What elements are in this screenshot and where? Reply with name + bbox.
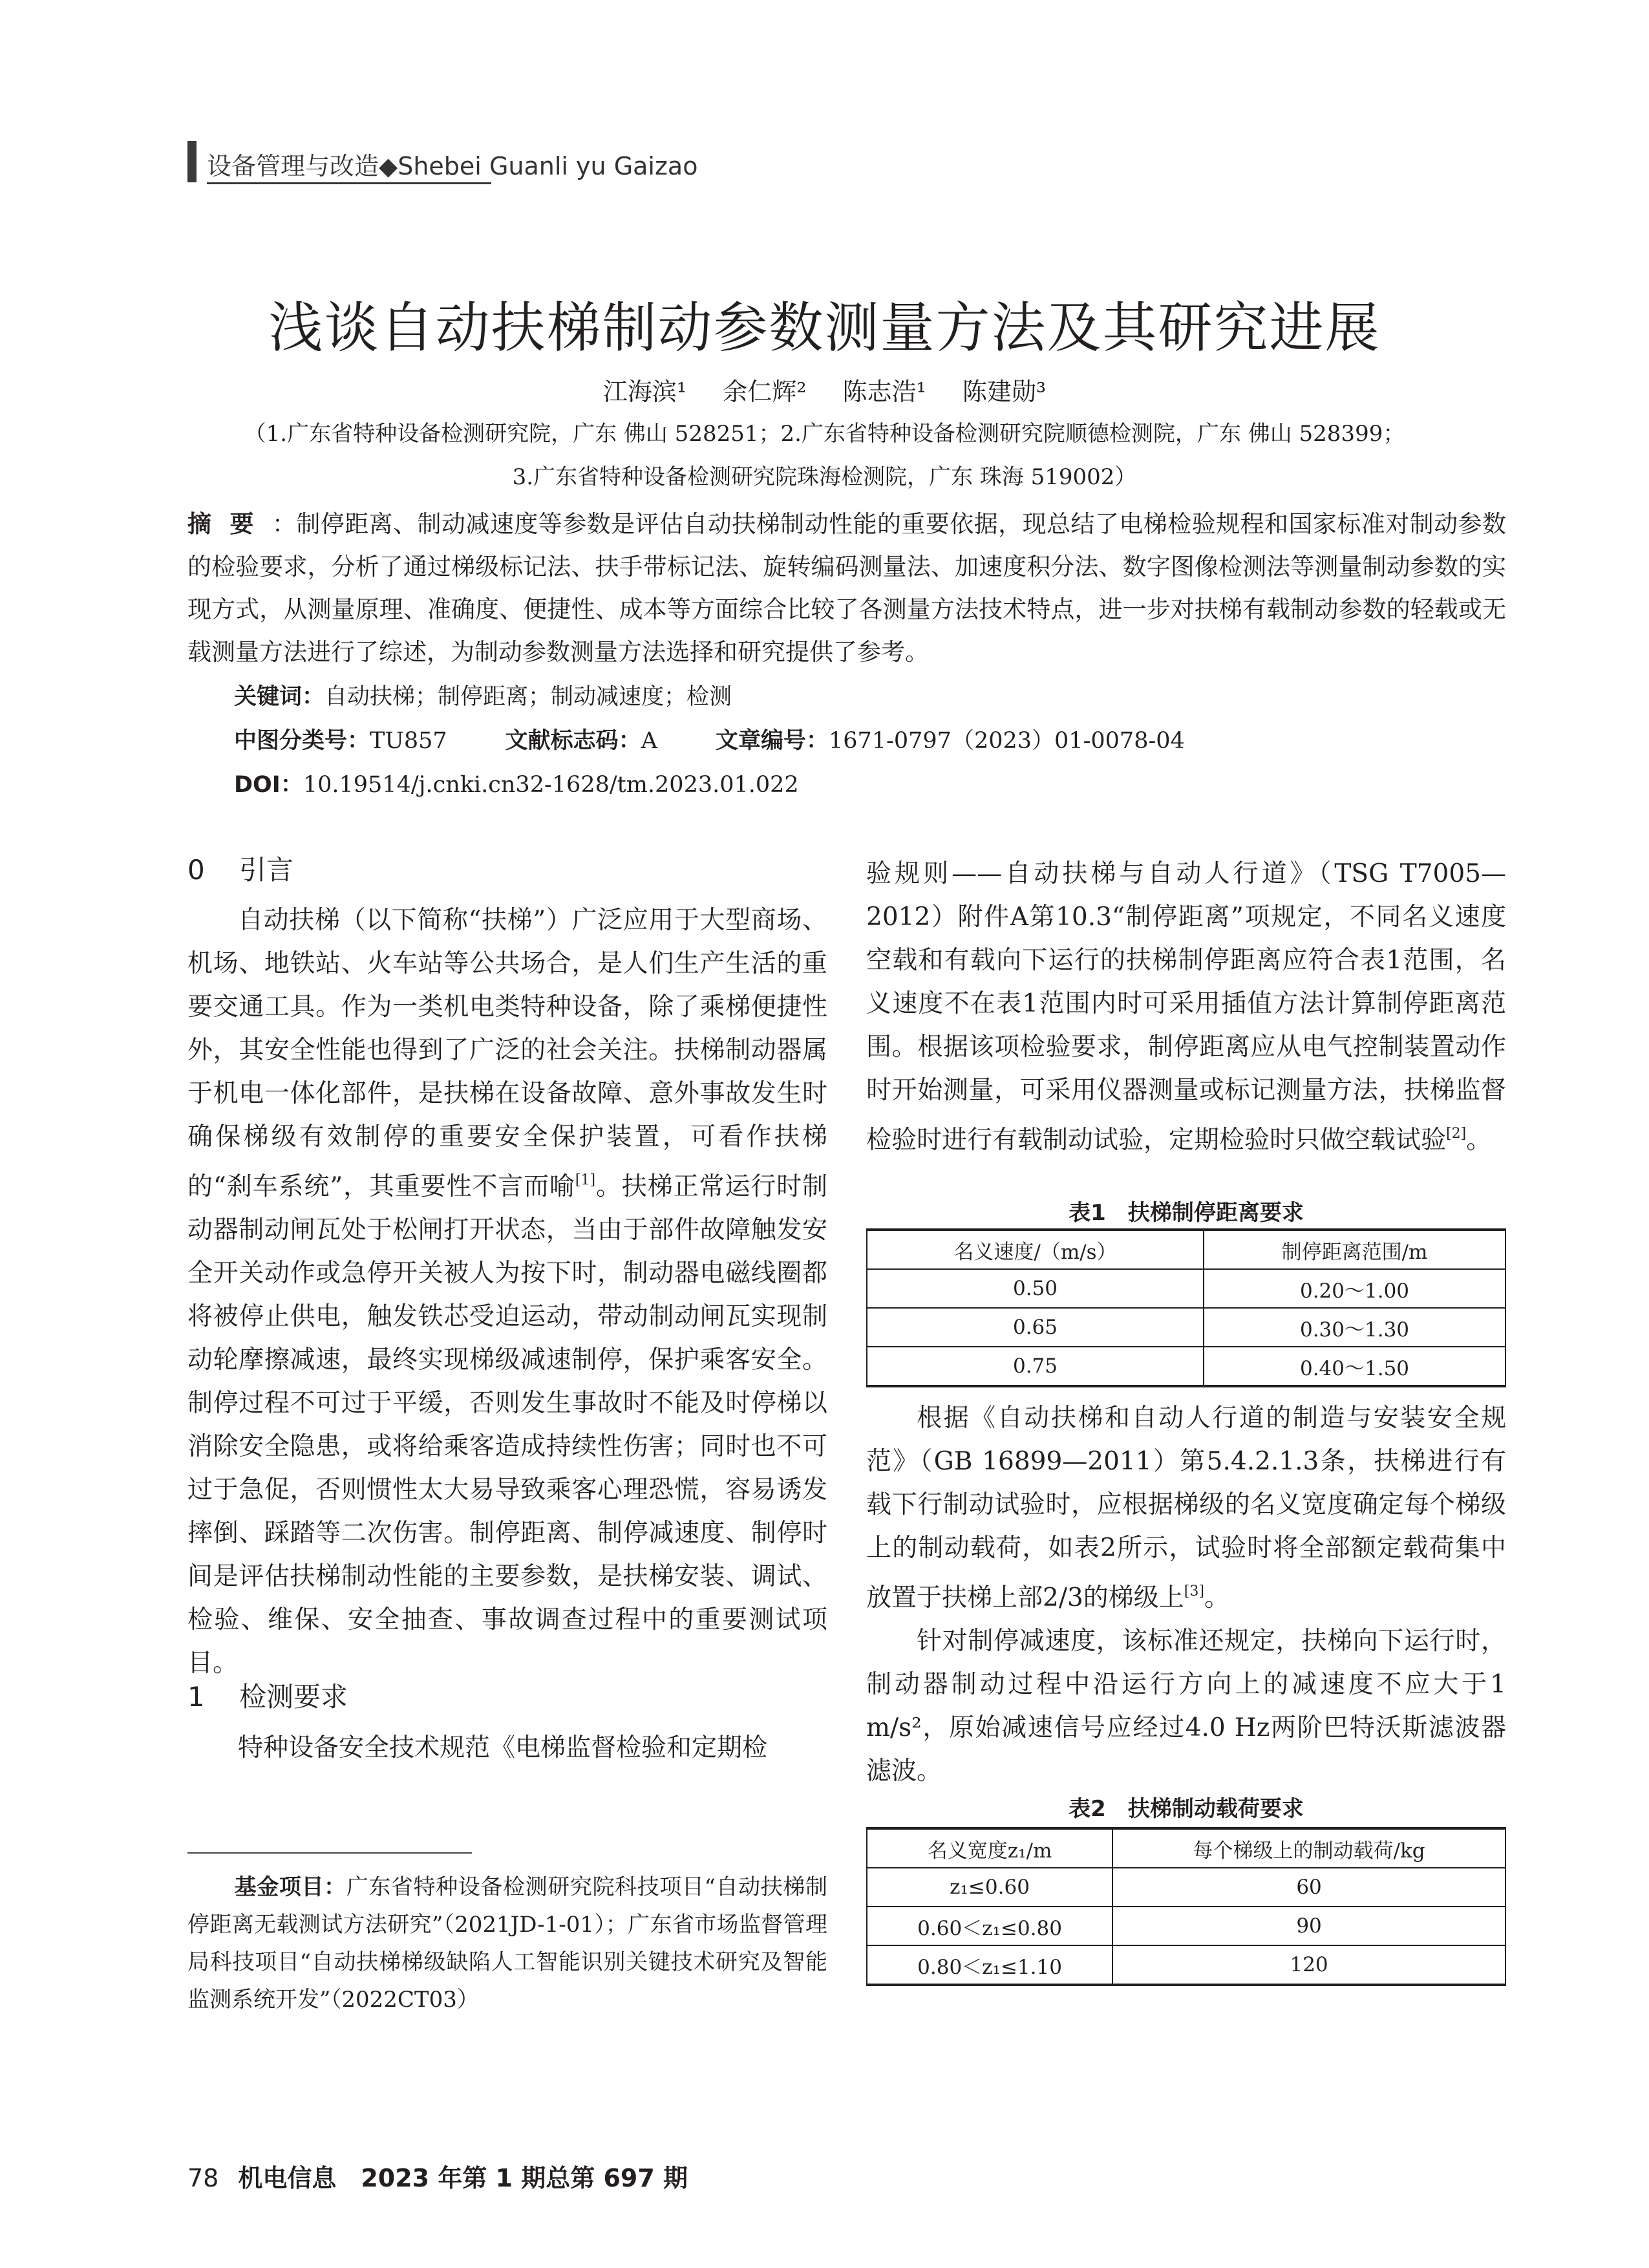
running-head-rule <box>207 182 491 184</box>
keywords <box>234 679 732 711</box>
table-cell: 0.30～1.30 <box>1204 1308 1505 1347</box>
table-cell: 0.80＜z₁≤1.10 <box>867 1945 1112 1985</box>
clc-value: TU857 <box>370 728 447 754</box>
running-head-bar <box>187 141 197 182</box>
table-row <box>867 1308 1505 1347</box>
keywords-text: 自动扶梯；制停距离；制动减速度；检测 <box>324 684 732 710</box>
keywords-label: 关键词： <box>234 684 325 710</box>
table-header-row <box>867 1828 1505 1868</box>
table-header-cell: 名义宽度z₁/m <box>867 1828 1112 1868</box>
citation: [3] <box>1184 1583 1204 1599</box>
funding-footnote <box>187 1868 827 2018</box>
table-cell: 60 <box>1112 1868 1505 1907</box>
classification-row <box>234 723 1185 755</box>
table-cell: 120 <box>1112 1945 1505 1985</box>
author: 陈建勋³ <box>962 378 1047 406</box>
abstract <box>187 503 1506 674</box>
journal-issue: 机电信息 2023 年第 1 期总第 697 期 <box>238 2164 688 2192</box>
paragraph: 根据《自动扶梯和自动人行道的制造与安装安全规范》（GB 16899—2011）第5.4.2.1.3条，扶梯进行有载下行制动试验时，应根据梯级的名义宽度确定每个梯级上的制动载荷，如表2所示，试验时将全部额定载荷集中放置于扶梯上部2/3的梯级上[3]。 <box>866 1404 1506 1612</box>
author-list <box>0 372 1649 407</box>
abstract-text: ：制停距离、制动减速度等参数是评估自动扶梯制动性能的重要依据，现总结了电梯检验规程和国家标准对制动参数的检验要求，分析了通过梯级标记法、扶手带标记法、旋转编码测量法、加速度积分法、数字图像检测法等测量制动参数的实现方式，从测量原理、准确度、便捷性、成本等方面综合比较了各测量方法技术特点，进一步对扶梯有载制动参数的轻载或无载测量方法进行了综述，为制动参数测量方法选择和研究提供了参考。 <box>187 510 1507 666</box>
table-2-caption: 表2 扶梯制动载荷要求 <box>1069 1796 1304 1822</box>
table-cell: 0.20～1.00 <box>1204 1269 1505 1308</box>
intro-body <box>187 899 827 1685</box>
table-header-cell: 每个梯级上的制动载荷/kg <box>1112 1828 1505 1868</box>
section-1-heading <box>187 1676 348 1715</box>
paragraph: 自动扶梯（以下简称“扶梯”）广泛应用于大型商场、机场、地铁站、火车站等公共场合，是人们生产生活的重要交通工具。作为一类机电类特种设备，除了乘梯便捷性外，其安全性能也得到了广泛的社会关注。扶梯制动器属于机电一体化部件，是扶梯在设备故障、意外事故发生时确保梯级有效制停的重要安全保护装置，可看作扶梯的“刹车系统”，其重要性不言而喻[1]。扶梯正常运行时制动器制动闸瓦处于松闸打开状态，当由于部件故障触发安全开关动作或急停开关被人为按下时，制动器电磁线圈都将被停止供电，触发铁芯受迫运动，带动制动闸瓦实现制动轮摩擦减速，最终实现梯级减速制停，保护乘客安全。制停过程不可过于平缓，否则发生事故时不能及时停梯以消除安全隐患，或将给乘客造成持续性伤害；同时也不可过于急促，否则惯性太大易导致乘客心理恐慌，容易诱发摔倒、踩踏等二次伤害。制停距离、制停减速度、制停时间是评估扶梯制动性能的主要参数，是扶梯安装、调试、检验、维保、安全抽查、事故调查过程中的重要测试项目。 <box>187 906 827 1678</box>
abstract-label: 摘要 <box>187 510 272 538</box>
page-footer <box>187 2158 688 2194</box>
paragraph: 验规则——自动扶梯与自动人行道》（TSG T7005—2012）附件A第10.3“制停距离”项规定，不同名义速度空载和有载向下运行的扶梯制停距离应符合表1范围，名义速度不在表1范围内时可采用插值方法计算制停距离范围。根据该项检验要求，制停距离应从电气控制装置动作时开始测量，可采用仪器测量或标记测量方法，扶梯监督检验时进行有载制动试验，定期检验时只做空载试验[2]。 <box>866 859 1506 1155</box>
table-row <box>867 1269 1505 1308</box>
articleno-label: 文章编号： <box>715 728 829 754</box>
article-title: 浅谈自动扶梯制动参数测量方法及其研究进展 <box>268 296 1381 359</box>
table-cell: 0.60＜z₁≤0.80 <box>867 1907 1112 1945</box>
table-1-caption: 表1 扶梯制停距离要求 <box>1069 1200 1304 1226</box>
author: 江海滨¹ <box>602 378 687 406</box>
affiliation-line-1: （1.广东省特种设备检测研究院，广东 佛山 528251；2.广东省特种设备检测研究院顺德检测院，广东 佛山 528399； <box>244 421 1405 447</box>
doi-row <box>234 767 799 799</box>
page-number: 78 <box>187 2164 219 2192</box>
running-head: 设备管理与改造◆Shebei Guanli yu Gaizao <box>207 152 698 180</box>
citation: [2] <box>1446 1126 1467 1142</box>
clc-label: 中图分类号： <box>234 728 370 754</box>
paragraph: 特种设备安全技术规范《电梯监督检验和定期检 <box>238 1733 768 1762</box>
section-1-body-right-2 <box>866 1396 1506 1793</box>
table-cell: 0.65 <box>867 1308 1204 1347</box>
section-number: 0 <box>187 854 205 886</box>
table-header-cell: 名义速度/（m/s） <box>867 1230 1204 1269</box>
table-cell: 0.40～1.50 <box>1204 1347 1505 1386</box>
table-1 <box>866 1228 1506 1387</box>
table-row <box>867 1945 1505 1985</box>
doi-value: 10.19514/j.cnki.cn32-1628/tm.2023.01.022 <box>303 772 799 798</box>
doccode-label: 文献标志码： <box>505 728 641 754</box>
citation: [1] <box>575 1172 596 1188</box>
table-row <box>867 1907 1505 1945</box>
section-0-heading <box>187 849 293 888</box>
footnote-text: 广东省特种设备检测研究院科技项目“自动扶梯制停距离无载测试方法研究”（2021JD-1-01）；广东省市场监督管理局科技项目“自动扶梯梯级缺陷人工智能识别关键技术研究及智能监测系统开发”（2022CT03） <box>187 1874 828 2013</box>
table-row <box>867 1868 1505 1907</box>
table-cell: 90 <box>1112 1907 1505 1945</box>
author: 陈志浩¹ <box>842 378 926 406</box>
doi-label: DOI： <box>234 772 303 798</box>
section-number: 1 <box>187 1681 205 1713</box>
doccode-value: A <box>641 728 657 754</box>
table-2 <box>866 1827 1506 1986</box>
table-cell: z₁≤0.60 <box>867 1868 1112 1907</box>
section-1-body-left <box>187 1726 827 1770</box>
section-title: 引言 <box>239 854 294 886</box>
section-title: 检测要求 <box>239 1681 348 1713</box>
paragraph: 针对制停减速度，该标准还规定，扶梯向下运行时，制动器制动过程中沿运行方向上的减速度不应大于1 m/s²，原始减速信号应经过4.0 Hz两阶巴特沃斯滤波器滤波。 <box>866 1627 1506 1786</box>
affiliation-line-2: 3.广东省特种设备检测研究院珠海检测院，广东 珠海 519002） <box>512 464 1137 490</box>
table-cell: 0.75 <box>867 1347 1204 1386</box>
table-header-cell: 制停距离范围/m <box>1204 1230 1505 1269</box>
table-header-row <box>867 1230 1505 1269</box>
table-cell: 0.50 <box>867 1269 1204 1308</box>
author: 余仁辉² <box>723 378 807 406</box>
articleno-value: 1671-0797（2023）01-0078-04 <box>828 728 1185 754</box>
footnote-label: 基金项目： <box>234 1874 346 1900</box>
section-1-body-right <box>866 852 1506 1162</box>
footnote-rule <box>187 1852 472 1854</box>
table-row <box>867 1347 1505 1386</box>
